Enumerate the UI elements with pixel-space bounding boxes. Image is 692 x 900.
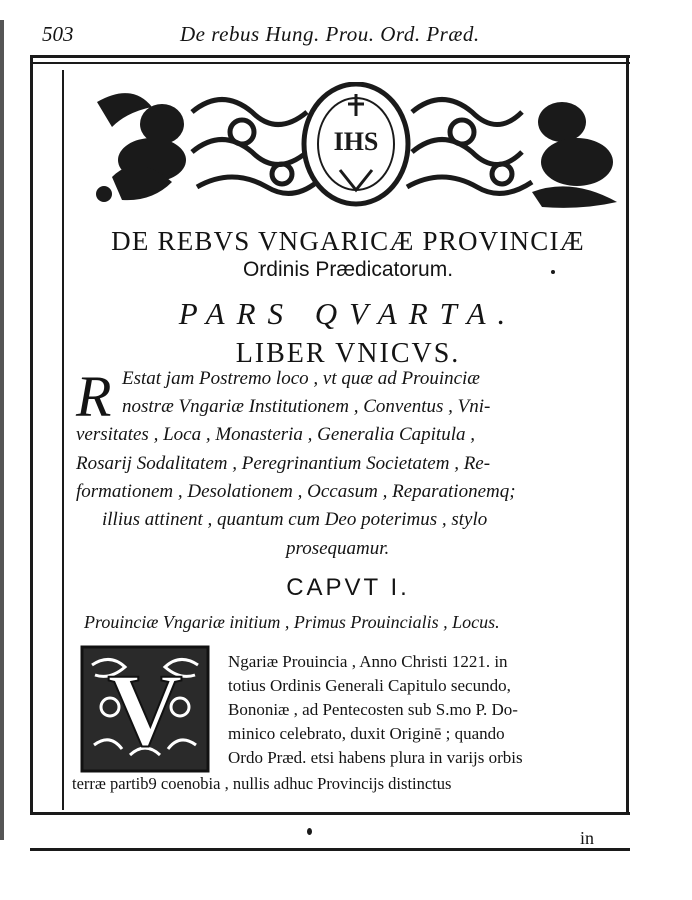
bottom-rule <box>30 812 630 815</box>
text-line: totius Ordinis Generali Capitulo secundo, <box>228 676 511 695</box>
running-head <box>30 22 630 50</box>
text-line: prosequamur. <box>286 538 390 559</box>
text-line: minico celebrato, duxit Originē ; quando <box>228 724 505 743</box>
catchword: in <box>580 828 595 848</box>
running-title: De rebus Hung. Prou. Ord. Præd. <box>180 22 480 46</box>
text-line: Bononiæ , ad Pentecosten sub S.mo P. Do- <box>228 700 518 719</box>
top-rule <box>30 55 630 58</box>
text-line: Ordo Præd. etsi habens plura in varijs orbis <box>228 748 523 767</box>
ink-speck <box>551 270 555 274</box>
text-line: versitates , Loca , Monasteria , Generalia Capitula , <box>76 424 475 445</box>
text-line: formationem , Desolationem , Occasum , Reparationemq; <box>76 481 516 502</box>
text-line: terræ partib9 coenobia , nullis adhuc Provincijs distinctus <box>72 774 452 793</box>
text-line: Estat jam Postremo loco , vt quæ ad Prouinciæ <box>122 368 480 389</box>
part-title: PARS QVARTA. <box>178 296 518 331</box>
book-subtitle: Ordinis Prædicatorum. <box>242 258 454 281</box>
left-frame-rule <box>30 55 33 815</box>
chapter-heading: CAPVT I. <box>286 574 410 601</box>
text-line: Ngariæ Prouincia , Anno Christi 1221. in <box>228 652 508 671</box>
top-rule-secondary <box>30 62 630 64</box>
initial-letter: V <box>107 653 183 768</box>
bottom-rule-secondary <box>30 848 630 851</box>
right-frame-rule <box>626 55 629 815</box>
text-line: illius attinent , quantum cum Deo poterimus , stylo <box>102 509 488 530</box>
book-section-title: LIBER VNICVS. <box>235 338 461 369</box>
drop-cap-r: R <box>76 364 112 429</box>
text-line: Rosarij Sodalitatem , Peregrinantium Societatem , Re- <box>76 453 491 474</box>
text-line: nostræ Vngariæ Institutionem , Conventus , Vni- <box>122 396 491 417</box>
chapter-subheading: Prouinciæ Vngariæ initium , Primus Prouincialis , Locus. <box>84 612 500 632</box>
book-title: DE REBVS VNGARICÆ PROVINCIÆ <box>111 226 585 256</box>
ihs-monogram: IHS <box>333 127 379 156</box>
page-edge-shadow <box>0 20 4 840</box>
page-number: 503 <box>42 22 74 46</box>
ink-speck <box>307 828 312 835</box>
left-inner-rule <box>62 70 64 810</box>
decorated-initial-v <box>80 645 210 773</box>
